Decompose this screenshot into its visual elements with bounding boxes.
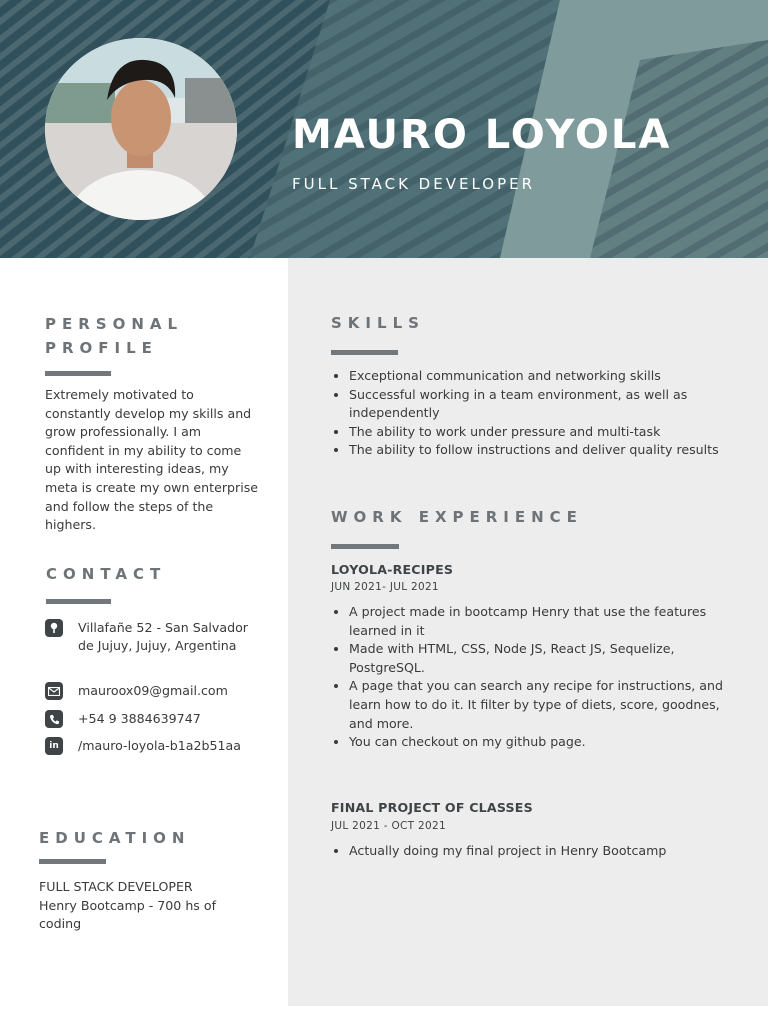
education-degree: FULL STACK DEVELOPER bbox=[39, 879, 193, 894]
job-title: FINAL PROJECT OF CLASSES bbox=[331, 800, 533, 815]
list-item: A page that you can search any recipe for instructions, and learn how to do it. It filter by type of diets, score, goodnes, and more. bbox=[331, 677, 726, 733]
email-text[interactable]: mauroox09@gmail.com bbox=[78, 683, 228, 698]
experience-heading: WORK EXPERIENCE bbox=[331, 508, 583, 526]
education-entry bbox=[39, 878, 254, 934]
phone-icon bbox=[45, 710, 63, 728]
contact-phone[interactable] bbox=[45, 710, 253, 728]
job-date: JUN 2021- JUL 2021 bbox=[331, 581, 439, 593]
list-item: A project made in bootcamp Henry that use the features learned in it bbox=[331, 603, 726, 640]
location-icon bbox=[45, 619, 63, 637]
education-heading: EDUCATION bbox=[39, 829, 191, 847]
right-column bbox=[288, 258, 768, 1006]
education-school: Henry Bootcamp - 700 hs of coding bbox=[39, 897, 217, 932]
job-details-list bbox=[331, 603, 726, 752]
contact-email[interactable] bbox=[45, 682, 253, 700]
profile-heading bbox=[45, 312, 183, 360]
linkedin-icon: in bbox=[45, 737, 63, 755]
skills-heading: SKILLS bbox=[331, 314, 425, 332]
email-icon bbox=[45, 682, 63, 700]
skills-list bbox=[331, 367, 726, 460]
list-item: The ability to work under pressure and multi-task bbox=[331, 423, 726, 442]
contact-divider bbox=[46, 599, 111, 604]
linkedin-text[interactable]: /mauro-loyola-b1a2b51aa bbox=[78, 738, 241, 753]
list-item: You can checkout on my github page. bbox=[331, 733, 726, 752]
list-item: Successful working in a team environment, as well as independently bbox=[331, 386, 726, 423]
contact-linkedin[interactable] bbox=[45, 737, 253, 755]
experience-divider bbox=[331, 544, 399, 549]
address-text: Villafañe 52 - San Salvador de Jujuy, Jujuy, Argentina bbox=[78, 620, 248, 654]
profile-divider bbox=[45, 371, 111, 376]
phone-text[interactable]: +54 9 3884639747 bbox=[78, 711, 201, 726]
list-item: Actually doing my final project in Henry Bootcamp bbox=[331, 842, 726, 861]
job-date: JUL 2021 - OCT 2021 bbox=[331, 820, 446, 832]
education-divider bbox=[39, 859, 106, 864]
profile-heading-line1: PERSONAL bbox=[45, 315, 184, 333]
profile-photo bbox=[45, 38, 237, 220]
header-banner bbox=[0, 0, 768, 258]
list-item: The ability to follow instructions and deliver quality results bbox=[331, 441, 726, 460]
job-title: LOYOLA-RECIPES bbox=[331, 562, 454, 577]
profile-text: Extremely motivated to constantly develop my skills and grow professionally. I am confident in my ability to come up with interesting ideas, my meta is create my own enterprise and follow the steps of the highers. bbox=[45, 387, 259, 533]
job-details-list bbox=[331, 842, 726, 861]
profile-heading-line2: PROFILE bbox=[45, 339, 158, 357]
list-item: Exceptional communication and networking skills bbox=[331, 367, 726, 386]
skills-divider bbox=[331, 350, 398, 355]
contact-heading: CONTACT bbox=[46, 565, 167, 583]
job-role: FULL STACK DEVELOPER bbox=[292, 175, 536, 193]
left-column bbox=[0, 258, 288, 1024]
list-item: Made with HTML, CSS, Node JS, React JS, Sequelize, PostgreSQL. bbox=[331, 640, 726, 677]
person-name: MAURO LOYOLA bbox=[292, 112, 672, 158]
contact-address bbox=[45, 619, 253, 656]
